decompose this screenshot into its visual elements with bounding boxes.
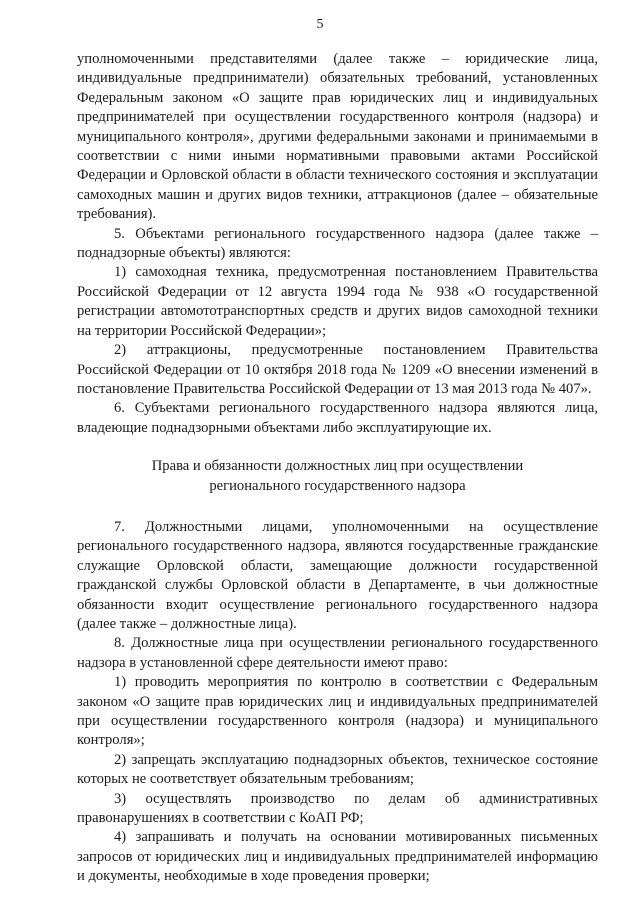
paragraph-7: 7. Должностными лицами, уполномоченными на осуществление регионального государственного надзора, являются государственные гражданские служащие Орловской области, замещающие должности государственной гражданской службы Орловской области в Департаменте, в чьи должностные обязанности входит осуществление регионального государственного надзора (далее также – должностные лица). [77, 518, 598, 632]
document-body [77, 50, 598, 887]
section-heading-line-1: Права и обязанности должностных лиц при осуществлении [151, 458, 524, 475]
paragraph-5-item-2: 2) аттракционы, предусмотренные постановлением Правительства Российской Федерации от 10 октября 2018 года № 1209 «О внесении изменений в постановление Правительства Российской Федерации от 13 мая 2013 года № 407». [77, 342, 598, 397]
paragraph-6: 6. Субъектами регионального государственного надзора являются лица, владеющие поднадзорными объектами либо эксплуатирующие их. [77, 400, 598, 436]
paragraph-8-item-1: 1) проводить мероприятия по контролю в соответствии с Федеральным законом «О защите прав юридических лиц и индивидуальных предпринимателей при осуществлении государственного контроля (надзора) и муниципального контроля»; [77, 674, 598, 749]
section-heading-line-2: регионального государственного надзора [209, 477, 466, 494]
paragraph-5-item-1: 1) самоходная техника, предусмотренная постановлением Правительства Российской Федерации от 12 августа 1994 года № 938 «О государственной регистрации автомототранспортных средств и других видов самоходной техники на территории Российской Федерации»; [77, 264, 598, 339]
page-number: 5 [316, 17, 324, 32]
section-heading [77, 457, 598, 496]
paragraph-8-item-3: 3) осуществлять производство по делам об административных правонарушениях в соответствии с КоАП РФ; [77, 790, 598, 827]
paragraph-5: 5. Объектами регионального государственного надзора (далее также – поднадзорные объекты) являются: [77, 225, 598, 262]
paragraph-8: 8. Должностные лица при осуществлении регионального государственного надзора в установленной сфере деятельности имеют право: [77, 635, 598, 671]
paragraph-8-item-2: 2) запрещать эксплуатацию поднадзорных объектов, техническое состояние которых не соответствует обязательным требованиям; [77, 751, 598, 788]
paragraph-8-item-4: 4) запрашивать и получать на основании мотивированных письменных запросов от юридических лиц и индивидуальных предпринимателей информацию и документы, необходимые в ходе проведения проверки; [77, 829, 598, 885]
paragraph-intro: уполномоченными представителями (далее также – юридические лица, индивидуальные предприниматели) обязательных требований, установленных Федеральным законом «О защите прав юридических лиц и индивидуальных предпринимателей при осуществлении государственного контроля (надзора) и муниципального контроля», другими федеральными законами и принимаемыми в соответствии с ними иными нормативными правовыми актами Российской Федерации и Орловской области в области технического состояния и эксплуатации самоходных машин и других видов техники, аттракционов (далее – обязательные требования). [77, 51, 598, 223]
